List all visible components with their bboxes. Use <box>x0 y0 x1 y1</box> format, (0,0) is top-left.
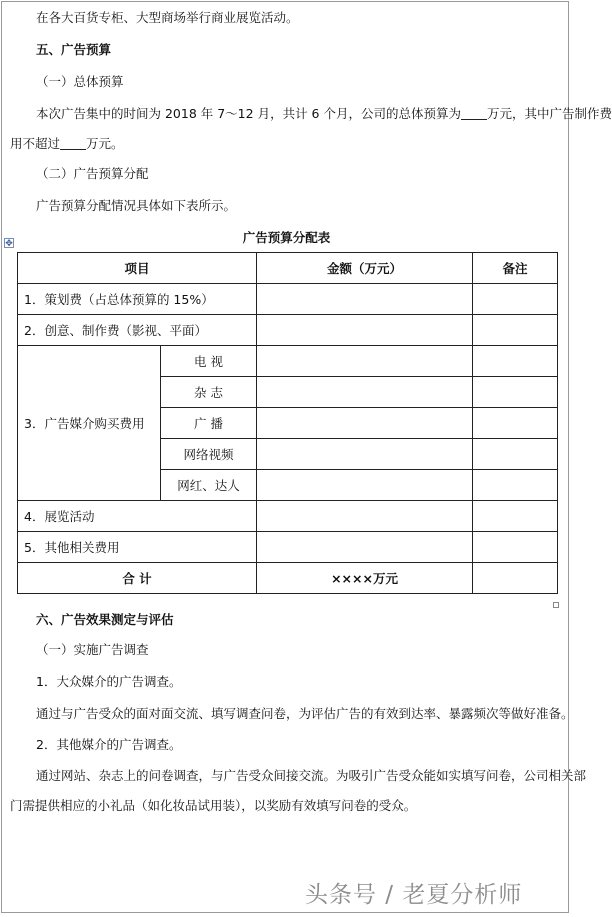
media-tv: 电 视 <box>161 346 257 377</box>
table-row <box>18 532 558 563</box>
amount-cell[interactable] <box>257 346 473 377</box>
remarks-cell[interactable] <box>473 377 558 408</box>
paragraph-exhibition: 在各大百货专柜、大型商场举行商业展览活动。 <box>36 10 299 25</box>
item-other-media-survey: 2．其他媒介的广告调查。 <box>36 737 182 752</box>
total-label: 合 计 <box>18 563 257 594</box>
table-row <box>18 315 558 346</box>
remarks-cell[interactable] <box>473 315 558 346</box>
remarks-cell[interactable] <box>473 346 558 377</box>
blank-total-budget <box>461 107 487 120</box>
row-media-purchase: 3．广告媒介购买费用 <box>18 346 161 501</box>
header-amount: 金额（万元） <box>257 253 473 284</box>
amount-cell[interactable] <box>257 501 473 532</box>
heading-effect-evaluation: 六、广告效果测定与评估 <box>36 612 174 627</box>
table-row <box>18 501 558 532</box>
amount-cell[interactable] <box>257 284 473 315</box>
remarks-cell[interactable] <box>473 563 558 594</box>
total-value: ××××万元 <box>257 563 473 594</box>
remarks-cell[interactable] <box>473 284 558 315</box>
budget-text-d: 万元。 <box>86 136 124 151</box>
header-remarks: 备注 <box>473 253 558 284</box>
heading-ad-budget: 五、广告预算 <box>36 42 112 57</box>
paragraph-allocation-intro: 广告预算分配情况具体如下表所示。 <box>36 198 237 213</box>
blank-production-cost <box>60 137 86 150</box>
item-mass-media-survey: 1．大众媒介的广告调查。 <box>36 674 182 689</box>
media-magazine: 杂 志 <box>161 377 257 408</box>
watermark-text: 头条号 / 老夏分析师 <box>305 882 523 908</box>
amount-cell[interactable] <box>257 377 473 408</box>
table-header-row <box>18 253 558 284</box>
media-radio: 广 播 <box>161 408 257 439</box>
amount-cell[interactable] <box>257 470 473 501</box>
budget-text-c: 用不超过 <box>10 136 61 151</box>
row-other-costs: 5．其他相关费用 <box>18 532 257 563</box>
media-influencer: 网红、达人 <box>161 470 257 501</box>
remarks-cell[interactable] <box>473 439 558 470</box>
row-creative-fee: 2．创意、制作费（影视、平面） <box>18 315 257 346</box>
amount-cell[interactable] <box>257 439 473 470</box>
subheading-ad-survey: （一）实施广告调查 <box>36 642 149 657</box>
remarks-cell[interactable] <box>473 408 558 439</box>
row-planning-fee: 1．策划费（占总体预算的 15%） <box>18 284 257 315</box>
row-exhibition: 4．展览活动 <box>18 501 257 532</box>
amount-cell[interactable] <box>257 532 473 563</box>
table-title: 广告预算分配表 <box>242 230 331 245</box>
header-item: 项目 <box>18 253 257 284</box>
remarks-cell[interactable] <box>473 470 558 501</box>
table-row <box>18 346 558 377</box>
subheading-budget-allocation: （二）广告预算分配 <box>36 166 149 181</box>
budget-text-b: 万元，其中广告制作费 <box>486 106 612 121</box>
paragraph-other-media-line1: 通过网站、杂志上的问卷调查，与广告受众间接交流。为吸引广告受众能如实填写问卷，公司相关部 <box>36 768 587 783</box>
remarks-cell[interactable] <box>473 501 558 532</box>
paragraph-budget-line2 <box>10 136 124 152</box>
paragraph-budget-line1 <box>36 106 612 122</box>
budget-table <box>17 252 558 594</box>
media-online-video: 网络视频 <box>161 439 257 470</box>
table-resize-handle[interactable] <box>553 602 559 608</box>
table-move-handle-icon[interactable]: ✥ <box>5 239 13 249</box>
table-total-row <box>18 563 558 594</box>
paragraph-mass-media-survey: 通过与广告受众的面对面交流、填写调查问卷，为评估广告的有效到达率、暴露频次等做好准备。 <box>36 706 574 721</box>
subheading-total-budget: （一）总体预算 <box>36 74 124 89</box>
paragraph-other-media-line2: 门需提供相应的小礼品（如化妆品试用装），以奖励有效填写问卷的受众。 <box>10 798 417 813</box>
amount-cell[interactable] <box>257 315 473 346</box>
table-row <box>18 284 558 315</box>
amount-cell[interactable] <box>257 408 473 439</box>
budget-text-a: 本次广告集中的时间为 2018 年 7～12 月，共计 6 个月，公司的总体预算为 <box>36 106 461 121</box>
remarks-cell[interactable] <box>473 532 558 563</box>
